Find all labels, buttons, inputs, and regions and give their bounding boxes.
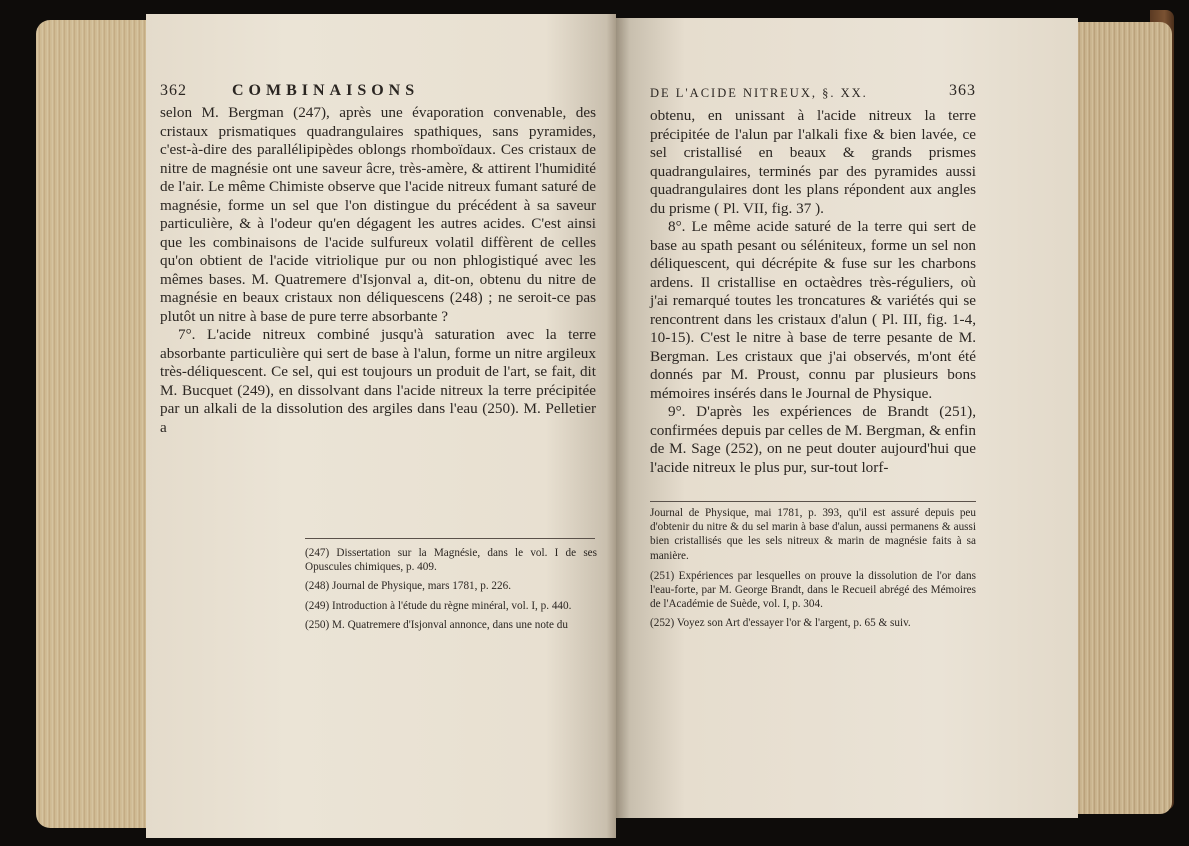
footnote-252: (252) Voyez son Art d'essayer l'or & l'argent, p. 65 & suiv.	[650, 617, 911, 630]
left-running-title: COMBINAISONS	[232, 82, 420, 99]
right-running-title: DE L'ACIDE NITREUX, §. XX.	[650, 86, 868, 100]
footnote-250: (250) M. Quatremere d'Isjonval annonce, dans une note du	[305, 618, 568, 631]
right-footnotes	[650, 506, 976, 636]
left-paragraph-1: selon M. Bergman (247), après une évaporation convenable, des cristaux prismatiques quadrangulaires spathiques, sans pyramides, c'est-à-dire des parallélipipèdes oblongs rhomboïdaux. Ces cristaux de nitre de magnésie ont une saveur âcre, très-amère, & attirent l'humidité de l'air. Le même Chimiste observe que l'acide nitreux fumant saturé de magnésie, forme un sel que l'on distingue du précédent à sa saveur particulière, & à l'odeur qu'en dégagent les autres acides. C'est ainsi que les combinaisons de l'acide sulfureux volatil diffèrent de celles qu'on obtient de l'acide vitriolique pur ou non phlogistiqué avec les mêmes bases. M. Quatremere d'Isjonval a, dit-on, obtenu du nitre de magnésie en beaux cristaux non déliquescens (248) ; ne seroit-ce pas plutôt un nitre à base de pure terre absorbante ?	[160, 104, 596, 325]
footnote-251: (251) Expériences par lesquelles on prouve la dissolution de l'or dans l'eau-forte, par M. George Brandt, dans le Recueil abrégé des Mémoires de l'Académie de Suède, vol. I, p. 304.	[650, 569, 976, 611]
left-footnote-rule	[305, 538, 595, 539]
footnote-248: (248) Journal de Physique, mars 1781, p. 226.	[305, 580, 512, 593]
left-footnotes	[305, 546, 597, 637]
right-paragraph-1: obtenu, en unissant à l'acide nitreux la terre précipitée de l'alun par l'alkali fixe & bien lavée, ce sel cristallisé en beaux & grands prismes quadrangulaires, terminés par des pyramides aussi quadrangulaires dont les plans répondent aux angles du prisme ( Pl. VII, fig. 37 ).	[650, 107, 976, 217]
left-paragraph-2: 7°. L'acide nitreux combiné jusqu'à saturation avec la terre absorbante particulière qui sert de base à l'alun, forme un nitre argileux très-déliquescent. Ce sel, qui est toujours un produit de l'art, se fait, dit M. Bucquet (249), en dissolvant dans l'acide nitreux la terre précipitée par un alkali de la dissolution des argiles dans l'eau (250). M. Pelletier a	[160, 326, 596, 436]
right-body-text	[650, 107, 976, 491]
right-paragraph-3: 9°. D'après les expériences de Brandt (251), confirmées depuis par celles de M. Bergman, & enfin de M. Sage (252), on ne peut douter aujourd'hui que l'acide nitreux le plus pur, sur-tout lorf-	[650, 403, 976, 476]
right-page-number: 363	[949, 82, 976, 99]
left-page-number: 362	[160, 82, 187, 99]
footnote-249: (249) Introduction à l'étude du règne minéral, vol. I, p. 440.	[305, 599, 572, 612]
right-page-edges	[1076, 22, 1172, 814]
left-body-text	[160, 104, 596, 509]
footnote-250-continued: Journal de Physique, mai 1781, p. 393, qu'il est assuré depuis peu d'obtenir du nitre & du sel marin à base d'alun, aussi permanens & aussi bien cristallisés que les sels nitreux & marin de magnésie faits à sa manière.	[650, 507, 976, 562]
footnote-247: (247) Dissertation sur la Magnésie, dans le vol. I de ses Opuscules chimiques, p. 409.	[305, 547, 597, 574]
right-paragraph-2: 8°. Le même acide saturé de la terre qui sert de base au spath pesant ou séléniteux, forme un sel non déliquescent, qui décrépite & fuse sur les charbons ardens. Il cristallise en octaèdres très-réguliers, où j'ai remarqué toutes les troncatures & variétés qui se rencontrent dans les cristaux d'alun ( Pl. III, fig. 1-4, 10-15). C'est le nitre à base de terre pesante de M. Bergman. Les cristaux que j'ai observés, m'ont été donnés par M. Proust, connu par plusieurs bons mémoires insérés dans le Journal de Physique.	[650, 218, 976, 402]
left-page-edges	[36, 20, 156, 828]
right-footnote-rule	[650, 501, 976, 502]
